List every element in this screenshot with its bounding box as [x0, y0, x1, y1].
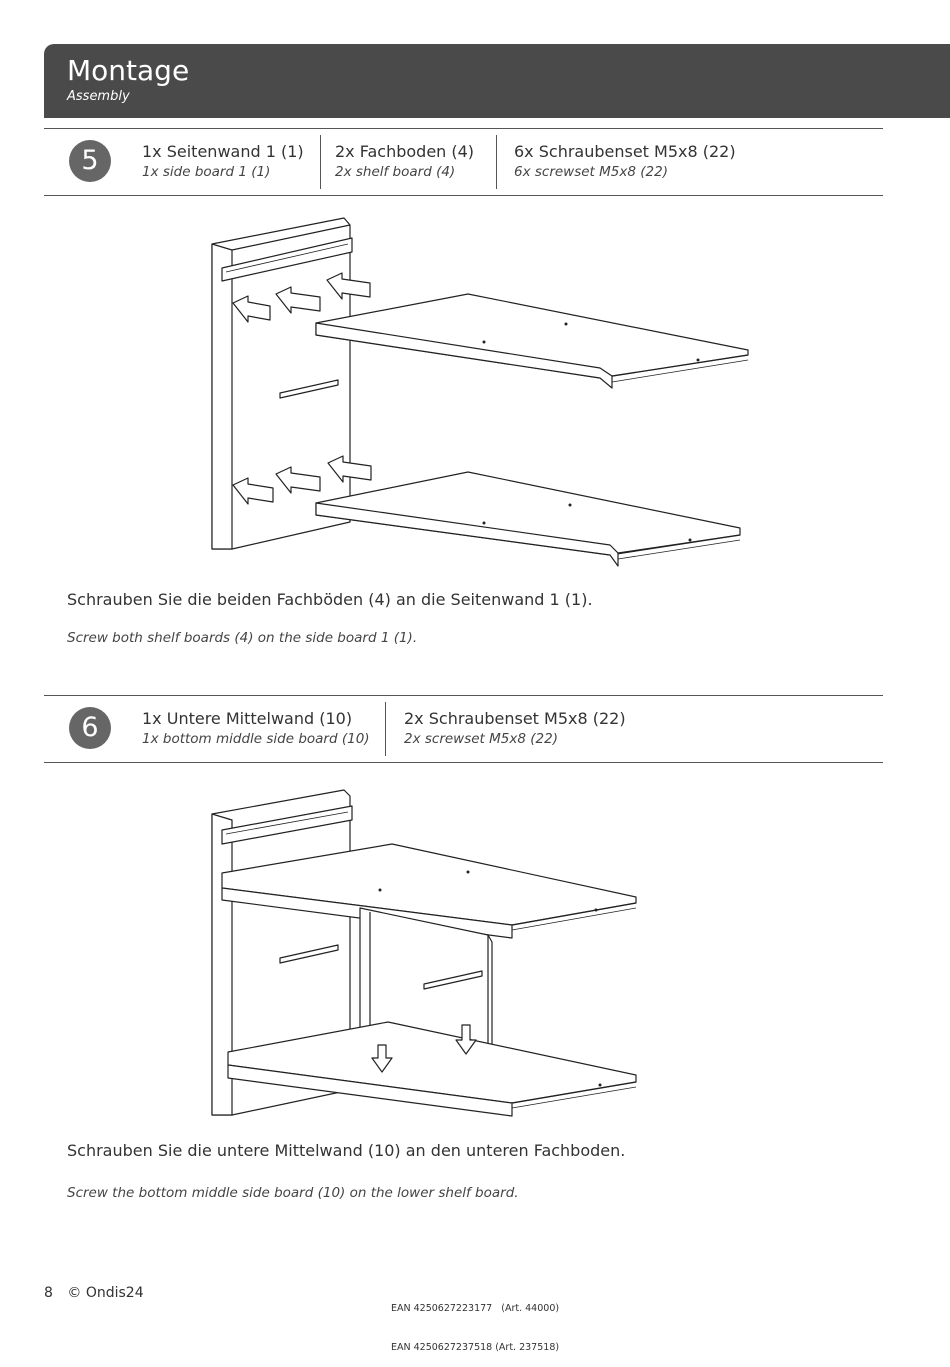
copyright: © Ondis24 [67, 1285, 144, 1301]
part-item [404, 709, 626, 747]
ean-line: EAN 4250627223177 (Art. 44000) [391, 1303, 560, 1314]
side-board-edge [212, 244, 232, 549]
page-number: 8 [44, 1285, 53, 1301]
part-label-de: 1x Untere Mittelwand (10) [142, 709, 353, 728]
step-5-instruction-en: Screw both shelf boards (4) on the side board 1 (1). [67, 630, 418, 646]
step-6-assembly-illustration [0, 780, 950, 1130]
part-label-de: 2x Schraubenset M5x8 (22) [404, 709, 626, 728]
step-5-instruction-de: Schrauben Sie die beiden Fachböden (4) an die Seitenwand 1 (1). [67, 590, 593, 609]
divider [385, 702, 386, 756]
divider [320, 135, 321, 189]
part-item [142, 709, 370, 747]
part-label-en: 1x side board 1 (1) [142, 164, 271, 180]
footer-left [44, 1285, 154, 1301]
part-label-en: 2x screwset M5x8 (22) [404, 731, 558, 747]
step-5-parts-bar [44, 128, 883, 196]
part-label-en: 6x screwset M5x8 (22) [514, 164, 668, 180]
step-6-instruction-en: Screw the bottom middle side board (10) on the lower shelf board. [67, 1185, 519, 1201]
part-label-de: 1x Seitenwand 1 (1) [142, 142, 304, 161]
part-label-de: 2x Fachboden (4) [335, 142, 475, 161]
step-5-assembly-illustration [0, 210, 950, 570]
part-item [514, 142, 736, 180]
section-header [44, 44, 950, 118]
step-6-parts-bar [44, 695, 883, 763]
part-label-en: 1x bottom middle side board (10) [142, 731, 370, 747]
step-number-badge: 6 [69, 707, 111, 749]
part-label-en: 2x shelf board (4) [335, 164, 456, 180]
step-6-instruction-de: Schrauben Sie die untere Mittelwand (10) an den unteren Fachboden. [67, 1141, 626, 1160]
page-title: Montage [67, 54, 190, 87]
part-item [142, 142, 304, 180]
part-label-de: 6x Schraubenset M5x8 (22) [514, 142, 736, 161]
ean-line: EAN 4250627237518 (Art. 237518) [391, 1342, 560, 1353]
part-item [335, 142, 474, 180]
ean-info [391, 1276, 559, 1367]
divider [496, 135, 497, 189]
page-subtitle: Assembly [67, 89, 130, 104]
step-number-badge: 5 [69, 140, 111, 182]
